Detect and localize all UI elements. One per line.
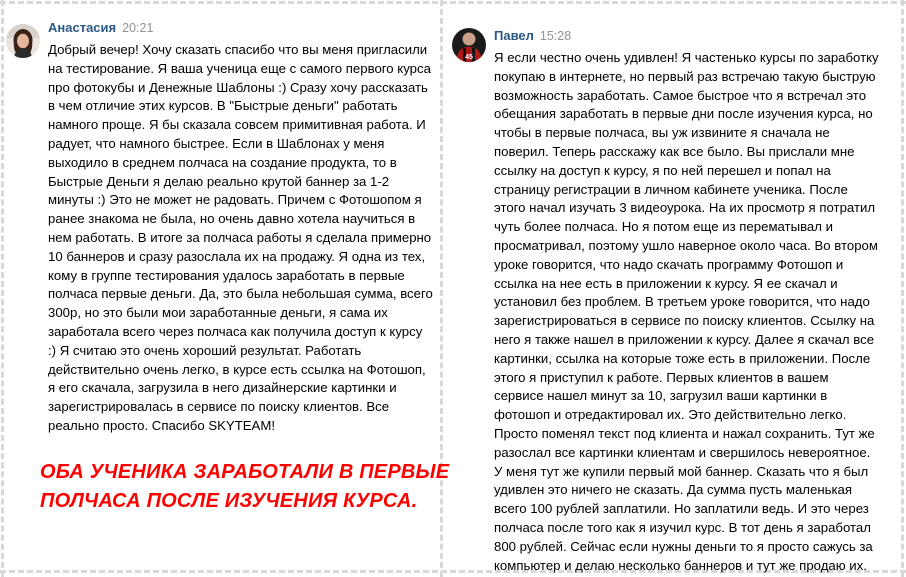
comment-header [48,20,153,36]
dashed-border-left [1,0,4,577]
author-name[interactable]: Анастасия [48,20,117,35]
dashed-border-right [901,0,904,577]
comment-text: Добрый вечер! Хочу сказать спасибо что вы меня пригласили на тестирование. Я ваша ученица еще с самого первого курса про фотокубы и Денежные Шаблоны :) Сразу хочу рассказать в чем отличие этих курсов. В "Быстрые деньги" работать намного проще. Я бы сказала совсем примитивная работа. И радует, что намного быстрее. Если в Шаблонах у меня выходило в среднем полчаса на создание продукта, то в Быстрые Деньги я делаю реально крутой баннер за 1-2 минуты :) Это не может не радовать. Причем с Фотошопом я ранее знакома не была, но очень давно хотела научиться в нем работать. В итоге за полчаса работы я сделала примерно 10 баннеров и сразу разослала их на продажу. Я одна из тех, кому в группе тестирования удалось заработать в первые полчаса первые деньги. Да, это была небольшая сумма, всего 300р, но это были мои заработанные деньги, я сама их заработала всего через полчаса как получила доступ к курсу :) Я считаю это очень хороший результат. Работать действительно очень легко, в курсе есть ссылка на Фотошоп, я его скачала, загрузила в него дизайнерские картинки и зарегистрировалась в сервисе по поиску клиентов. Все реально просто. Спасибо SKYTEAM! [48,42,433,433]
avatar-pavel-icon [452,28,486,62]
avatar-anastasia-icon [6,24,40,58]
svg-text:45: 45 [465,54,473,61]
dashed-border-top [0,1,906,4]
promo-slogan: ОБА УЧЕНИКА ЗАРАБОТАЛИ В ПЕРВЫЕ ПОЛЧАСА ПОСЛЕ ИЗУЧЕНИЯ КУРСА. [40,461,450,512]
user-photo-avatar[interactable] [6,24,40,58]
comment-header [494,28,571,44]
comment-time[interactable]: 15:28 [539,29,572,43]
comment-text: Я если честно очень удивлен! Я частенько курсы по заработку покупаю в интернете, но первый раз встречаю такую быструю возможность заработать. Самое быстрое что я встречал это обещания заработать в первые дни после изучения курса, но чтобы в первые полчаса, вы уж извините я сначала не поверил. Теперь расскажу как все было. Вы прислали мне ссылку на доступ к курсу, я по ней перешел и попал на страницу регистрации в личном кабинете ученика. После этого начал изучать 3 видеоурока. На их просмотр я потратил чуть более полчаса. Но я потом еще из перематывал и просматривал, поэтому ушло наверное около часа. Во втором уроке говорится, что надо скачать программу Фотошоп и ссылка на нее есть в приложении к курсу. Я ее скачал и установил без проблем. В третьем уроке говорится, что надо зарегистрироваться в сервисе по поиску клиентов. Ссылку на него я также нашел в приложении к курсу. Далее я скачал все картинки, ссылка на которые тоже есть в приложении. После этого я приступил к работе. Первых клиентов в вашем сервисе нашел минут за 10, загрузил ваши картинки в фотошоп и отредактировал их. Это действительно легко. Просто поменял текст под клиента и нажал сохранить. Тут же разослал все картинки клиентам и свершилось невероятное. У меня тут же купили первый мой баннер. Сказать что я был удивлен это ничего не сказать. Да сумма пусть маленькая всего 100 рублей заплатили. Но заплатили ведь. И это через полчаса после того как я изучил курс. В тот день я заработал 800 рублей. Сейчас если нужны деньги то я просто сажусь за компьютер и делаю несколько баннеров и тут же продаю их. [494,50,879,573]
comment-time[interactable]: 20:21 [122,21,154,35]
author-name[interactable]: Павел [494,28,534,43]
user-photo-avatar[interactable] [452,28,486,62]
